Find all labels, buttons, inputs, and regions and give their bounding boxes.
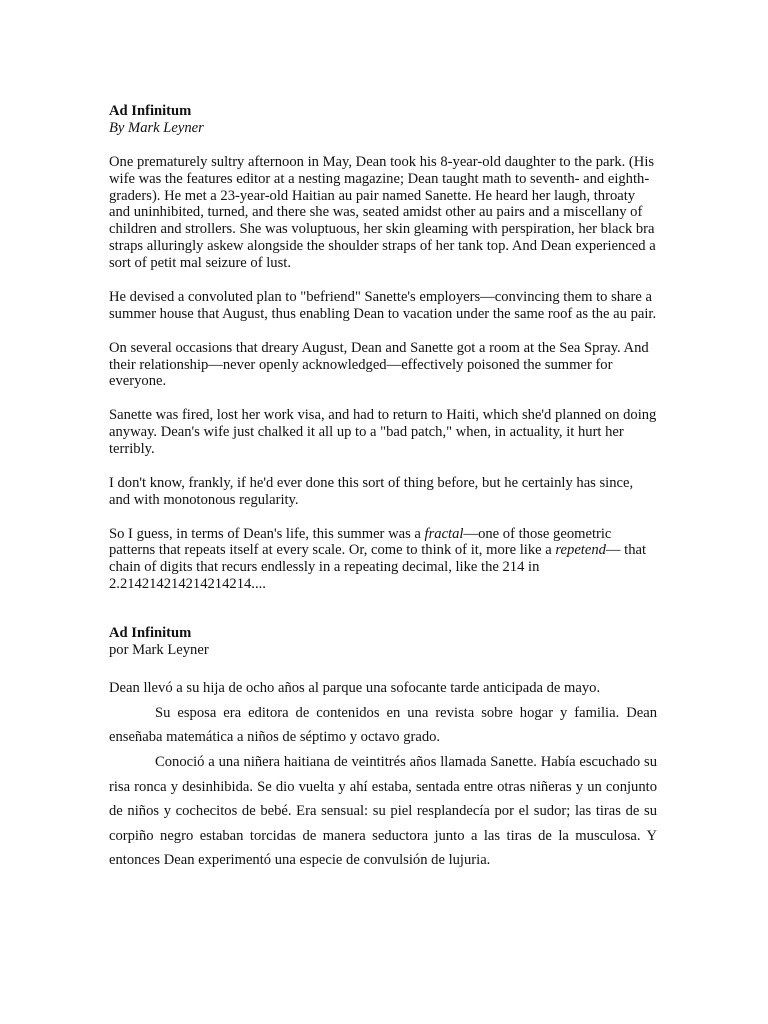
english-p6-italic-fractal: fractal [424, 525, 464, 542]
spanish-paragraph-3: Conoció a una niñera haitiana de veintitrés años llamada Sanette. Había escuchado su risa ronca y desinhibida. Se dio vuelta y ahí estaba, sentada entre otras niñeras y un conjunto de niños y cochecitos de bebé. Era sensual: su piel resplandecía por el sudor; las tiras de su corpiño negro estaban torcidas de manera seductora junto a las tiras de la musculosa. Y entonces Dean experimentó una especie de convulsión de lujuria. [109, 753, 657, 869]
spanish-header [109, 625, 657, 659]
english-section [109, 103, 657, 593]
spanish-paragraph-1: Dean llevó a su hija de ocho años al parque una sofocante tarde anticipada de mayo. [109, 680, 601, 697]
english-paragraph-5: I don't know, frankly, if he'd ever done this sort of thing before, but he certainly has since, and with monotonous regularity. [109, 474, 634, 508]
english-p6-italic-repetend: repetend [555, 542, 606, 559]
english-paragraph-4: Sanette was fired, lost her work visa, and had to return to Haiti, which she'd planned on doing anyway. Dean's wife just chalked it all up to a "bad patch," when, in actuality, it hurt her terribly. [109, 407, 657, 458]
english-title: Ad Infinitum [109, 103, 192, 119]
english-paragraph-2: He devised a convoluted plan to "befriend" Sanette's employers—convincing them to share a summer house that August, thus enabling Dean to vacation under the same roof as the au pair. [109, 288, 657, 322]
spanish-title: Ad Infinitum [109, 625, 192, 642]
spanish-paragraph-2: Su esposa era editora de contenidos en una revista sobre hogar y familia. Dean enseñaba matemática a niños de séptimo y octavo grado. [109, 704, 657, 746]
spanish-byline: por Mark Leyner [109, 642, 209, 659]
english-paragraph-3: On several occasions that dreary August, Dean and Sanette got a room at the Sea Spray. And their relationship—never openly acknowledged—effectively poisoned the summer for everyone. [109, 339, 649, 390]
english-paragraph-1: One prematurely sultry afternoon in May, Dean took his 8-year-old daughter to the park. (His wife was the features editor at a nesting magazine; Dean taught math to seventh- and eighth-graders). He met a 23-year-old Haitian au pair named Sanette. He heard her laugh, throaty and uninhibited, turned, and there she was, seated amidst other au pairs and a miscellany of children and strollers. She was voluptuous, her skin gleaming with perspiration, her black bra straps alluringly askew alongside the shoulder straps of her tank top. And Dean experienced a sort of petit mal seizure of lust. [109, 153, 656, 272]
spanish-section [109, 625, 657, 873]
english-paragraph-6 [109, 526, 657, 594]
english-header [109, 103, 657, 137]
english-p6-text-2: —one of those geometric patterns that repeats itself at every scale. Or, come to think of it, more like a [109, 525, 612, 559]
english-p6-text-3: — that chain of digits that recurs endlessly in a repeating decimal, like the 214 in 2.214214214214214214.... [109, 542, 647, 593]
english-p6-text-1: So I guess, in terms of Dean's life, this summer was a [109, 525, 425, 542]
english-byline: By Mark Leyner [109, 119, 204, 136]
document-page [109, 103, 657, 873]
